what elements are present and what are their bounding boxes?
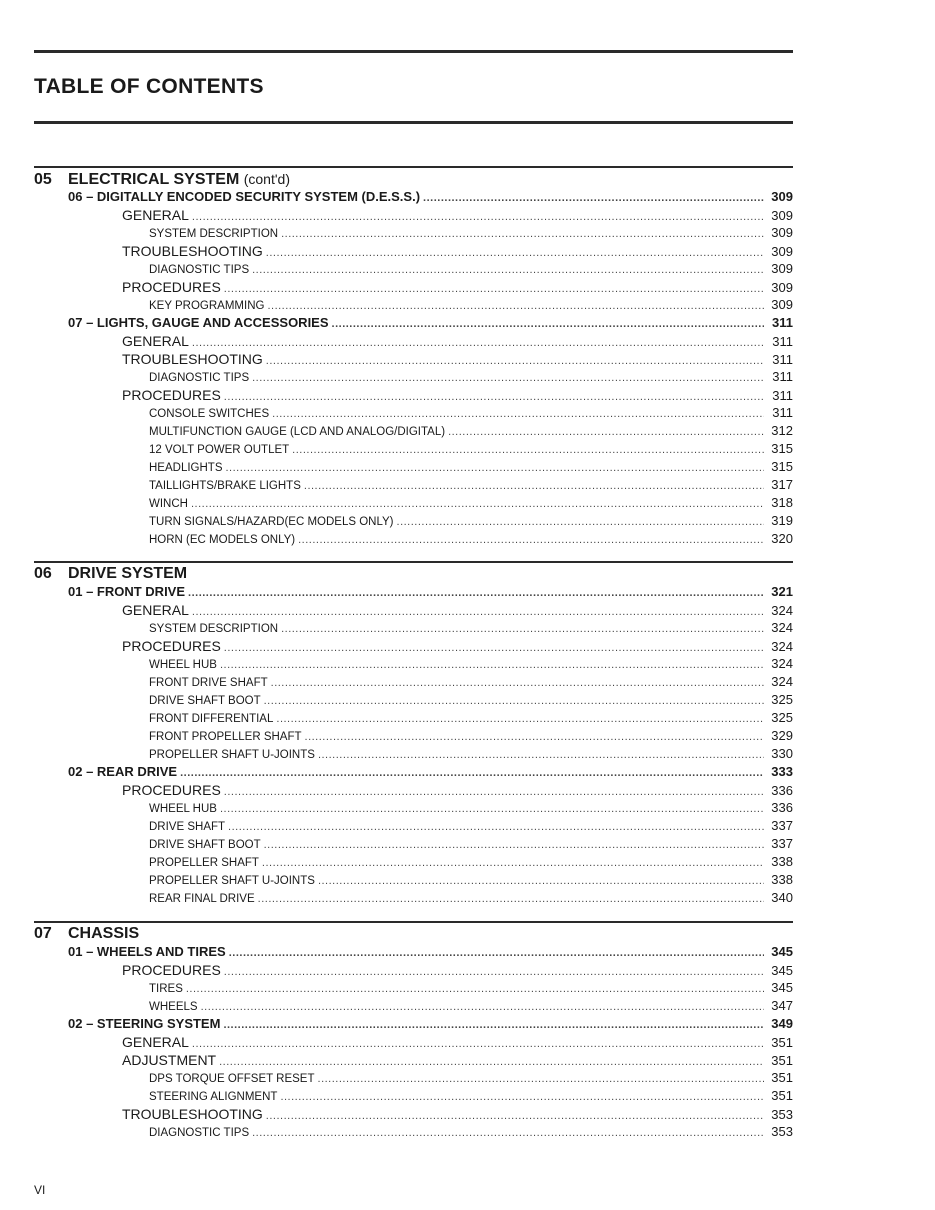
dot-leader: [224, 963, 764, 981]
toc-entry-page: 311: [772, 369, 793, 384]
dot-leader: [305, 728, 764, 746]
toc-topic-entry[interactable]: [34, 1087, 793, 1105]
toc-entry-label: 02 – STEERING SYSTEM: [68, 1016, 221, 1031]
toc-entry-label: GENERAL: [122, 1034, 189, 1050]
toc-entry-label: DRIVE SHAFT BOOT: [149, 839, 261, 851]
toc-entry-label: WINCH: [149, 498, 188, 510]
toc-chapter-entry[interactable]: [34, 763, 793, 781]
toc-subsection-entry[interactable]: [34, 386, 793, 404]
toc-subsection-entry[interactable]: [34, 350, 793, 368]
toc-entry-page: 349: [771, 1016, 793, 1031]
toc-entry-label: SYSTEM DESCRIPTION: [149, 623, 279, 635]
toc-topic-entry[interactable]: [34, 422, 793, 440]
toc-entry-label: GENERAL: [122, 207, 189, 223]
toc-entry-page: 321: [771, 584, 793, 599]
dot-leader: [264, 836, 764, 854]
toc-entry-label: TURN SIGNALS/HAZARD(EC MODELS ONLY): [149, 516, 394, 528]
section-05: [34, 166, 793, 548]
dot-leader: [448, 423, 764, 441]
toc-entry-page: 311: [772, 352, 793, 367]
toc-entry-page: 347: [771, 998, 793, 1013]
toc-list: [34, 583, 793, 907]
toc-entry-page: 337: [771, 836, 793, 851]
dot-leader: [264, 692, 764, 710]
section-07: [34, 921, 793, 1141]
toc-entry-page: 315: [771, 459, 793, 474]
toc-entry-page: 309: [771, 208, 793, 223]
dot-leader: [226, 459, 765, 477]
toc-subsection-entry[interactable]: [34, 1051, 793, 1069]
toc-entry-page: 324: [771, 674, 793, 689]
dot-leader: [304, 477, 764, 495]
toc-entry-label: FRONT DIFFERENTIAL: [149, 713, 274, 725]
toc-entry-page: 351: [771, 1070, 793, 1085]
toc-entry-label: WHEEL HUB: [149, 803, 217, 815]
toc-entry-label: DRIVE SHAFT BOOT: [149, 695, 261, 707]
toc-topic-entry[interactable]: [34, 799, 793, 817]
toc-entry-page: 309: [771, 189, 793, 204]
toc-topic-entry[interactable]: [34, 494, 793, 512]
toc-entry-label: DPS TORQUE OFFSET RESET: [149, 1073, 315, 1085]
toc-entry-page: 345: [771, 944, 793, 959]
toc-topic-entry[interactable]: [34, 673, 793, 691]
toc-entry-label: 07 – LIGHTS, GAUGE AND ACCESSORIES: [68, 315, 329, 330]
section-title: ELECTRICAL SYSTEM: [68, 171, 240, 188]
toc-subsection-entry[interactable]: [34, 332, 793, 350]
toc-entry-page: 324: [771, 603, 793, 618]
section-number: 06: [34, 565, 52, 582]
toc-entry-label: 02 – REAR DRIVE: [68, 764, 178, 779]
toc-topic-entry[interactable]: [34, 296, 793, 314]
toc-topic-entry[interactable]: [34, 997, 793, 1015]
toc-entry-label: HEADLIGHTS: [149, 462, 223, 474]
toc-entry-page: 351: [771, 1053, 793, 1068]
toc-entry-page: 337: [771, 818, 793, 833]
toc-entry-label: PROCEDURES: [122, 279, 221, 295]
dot-leader: [192, 334, 764, 352]
toc-entry-label: DIAGNOSTIC TIPS: [149, 1127, 250, 1139]
toc-entry-label: TROUBLESHOOTING: [122, 243, 263, 259]
toc-entry-page: 311: [772, 388, 793, 403]
section-heading: [34, 170, 793, 188]
toc-entry-label: TROUBLESHOOTING: [122, 351, 263, 367]
dot-leader: [224, 280, 764, 298]
dot-leader: [276, 710, 764, 728]
toc-entry-label: GENERAL: [122, 602, 189, 618]
toc-topic-entry[interactable]: [34, 889, 793, 907]
toc-entry-page: 353: [771, 1124, 793, 1139]
toc-list: [34, 188, 793, 548]
dot-leader: [229, 944, 764, 962]
toc-entry-label: DIAGNOSTIC TIPS: [149, 372, 250, 384]
toc-list: [34, 943, 793, 1141]
toc-chapter-entry[interactable]: [34, 1015, 793, 1033]
dot-leader: [258, 890, 764, 908]
toc-entry-page: 309: [771, 244, 793, 259]
dot-leader: [192, 208, 764, 226]
toc-entry-label: GENERAL: [122, 333, 189, 349]
dot-leader: [318, 746, 764, 764]
dot-leader: [224, 783, 764, 801]
dot-leader: [318, 872, 764, 890]
dot-leader: [281, 225, 764, 243]
toc-entry-label: 06 – DIGITALLY ENCODED SECURITY SYSTEM (D.E.S.S.): [68, 189, 421, 204]
section-heading: [34, 925, 793, 943]
dot-leader: [298, 531, 764, 549]
toc-entry-page: 319: [771, 513, 793, 528]
dot-leader: [220, 800, 764, 818]
section-number: 05: [34, 171, 52, 188]
dot-leader: [191, 495, 764, 513]
toc-entry-label: FRONT PROPELLER SHAFT: [149, 731, 302, 743]
toc-entry-label: ADJUSTMENT: [122, 1052, 217, 1068]
toc-subsection-entry[interactable]: [34, 781, 793, 799]
dot-leader: [201, 998, 764, 1016]
toc-entry-page: 318: [771, 495, 793, 510]
toc-topic-entry[interactable]: [34, 368, 793, 386]
toc-chapter-entry[interactable]: [34, 314, 793, 332]
toc-topic-entry[interactable]: [34, 709, 793, 727]
page-folio: VI: [34, 1183, 46, 1197]
toc-entry-label: FRONT DRIVE SHAFT: [149, 677, 268, 689]
dot-leader: [219, 1053, 764, 1071]
dot-leader: [180, 764, 764, 782]
dot-leader: [266, 244, 764, 262]
toc-topic-entry[interactable]: [34, 979, 793, 997]
toc-topic-entry[interactable]: [34, 512, 793, 530]
dot-leader: [423, 189, 764, 207]
toc-entry-page: 351: [771, 1088, 793, 1103]
toc-chapter-entry[interactable]: [34, 943, 793, 961]
toc-topic-entry[interactable]: [34, 1069, 793, 1087]
section-rule: [34, 561, 793, 563]
dot-leader: [192, 1035, 764, 1053]
toc-topic-entry[interactable]: [34, 404, 793, 422]
toc-topic-entry[interactable]: [34, 835, 793, 853]
toc-topic-entry[interactable]: [34, 853, 793, 871]
section-number: 07: [34, 925, 52, 942]
section-note: (cont'd): [243, 171, 290, 187]
toc-entry-label: PROPELLER SHAFT: [149, 857, 259, 869]
toc-topic-entry[interactable]: [34, 619, 793, 637]
toc-entry-label: WHEEL HUB: [149, 659, 217, 671]
toc-entry-label: PROPELLER SHAFT U-JOINTS: [149, 749, 315, 761]
toc-topic-entry[interactable]: [34, 817, 793, 835]
toc-subsection-entry[interactable]: [34, 637, 793, 655]
toc-entry-label: HORN (EC MODELS ONLY): [149, 534, 296, 546]
toc-entry-page: 351: [771, 1035, 793, 1050]
toc-entry-page: 333: [771, 764, 793, 779]
toc-entry-label: KEY PROGRAMMING: [149, 300, 265, 312]
toc-topic-entry[interactable]: [34, 440, 793, 458]
dot-leader: [224, 388, 764, 406]
toc-entry-page: 309: [771, 297, 793, 312]
toc-entry-label: WHEELS: [149, 1001, 198, 1013]
toc-entry-label: 12 VOLT POWER OUTLET: [149, 444, 290, 456]
dot-leader: [224, 639, 764, 657]
toc-entry-page: 324: [771, 639, 793, 654]
toc-entry-page: 317: [771, 477, 793, 492]
toc-entry-label: REAR FINAL DRIVE: [149, 893, 255, 905]
toc-subsection-entry[interactable]: [34, 601, 793, 619]
toc-subsection-entry[interactable]: [34, 961, 793, 979]
toc-entry-page: 336: [771, 800, 793, 815]
toc-entry-page: 345: [771, 963, 793, 978]
toc-entry-page: 312: [771, 423, 793, 438]
toc-entry-label: 01 – FRONT DRIVE: [68, 584, 186, 599]
dot-leader: [192, 603, 764, 621]
section-heading: [34, 565, 793, 583]
dot-leader: [252, 261, 764, 279]
toc-topic-entry[interactable]: [34, 871, 793, 889]
page-title: TABLE OF CONTENTS: [34, 75, 264, 98]
toc-entry-label: PROCEDURES: [122, 638, 221, 654]
toc-entry-label: MULTIFUNCTION GAUGE (LCD AND ANALOG/DIGITAL): [149, 426, 446, 438]
toc-entry-label: 01 – WHEELS AND TIRES: [68, 944, 226, 959]
dot-leader: [332, 315, 764, 333]
toc-entry-page: 324: [771, 656, 793, 671]
toc-chapter-entry[interactable]: [34, 188, 793, 206]
toc-topic-entry[interactable]: [34, 476, 793, 494]
toc-entry-label: PROPELLER SHAFT U-JOINTS: [149, 875, 315, 887]
toc-entry-page: 336: [771, 783, 793, 798]
toc-entry-label: STEERING ALIGNMENT: [149, 1091, 278, 1103]
toc-entry-label: TROUBLESHOOTING: [122, 1106, 263, 1122]
dot-leader: [252, 1124, 764, 1142]
dot-leader: [223, 1016, 764, 1034]
dot-leader: [272, 405, 764, 423]
toc-subsection-entry[interactable]: [34, 242, 793, 260]
toc-subsection-entry[interactable]: [34, 206, 793, 224]
toc-entry-label: TAILLIGHTS/BRAKE LIGHTS: [149, 480, 301, 492]
top-rule: [34, 50, 793, 53]
dot-leader: [281, 620, 764, 638]
toc-entry-page: 324: [771, 620, 793, 635]
toc-topic-entry[interactable]: [34, 530, 793, 548]
dot-leader: [266, 352, 764, 370]
toc-subsection-entry[interactable]: [34, 1033, 793, 1051]
dot-leader: [186, 980, 764, 998]
dot-leader: [318, 1070, 764, 1088]
toc-entry-page: 309: [771, 225, 793, 240]
toc-entry-page: 309: [771, 261, 793, 276]
toc-entry-page: 329: [771, 728, 793, 743]
toc-subsection-entry[interactable]: [34, 1105, 793, 1123]
toc-entry-page: 311: [772, 405, 793, 420]
toc-entry-page: 353: [771, 1107, 793, 1122]
dot-leader: [188, 584, 764, 602]
section-rule: [34, 166, 793, 168]
toc-entry-page: 320: [771, 531, 793, 546]
toc-entry-label: DRIVE SHAFT: [149, 821, 226, 833]
dot-leader: [292, 441, 764, 459]
toc-entry-page: 330: [771, 746, 793, 761]
toc-topic-entry[interactable]: [34, 655, 793, 673]
toc-entry-label: PROCEDURES: [122, 962, 221, 978]
toc-entry-label: TIRES: [149, 983, 183, 995]
toc-entry-page: 338: [771, 854, 793, 869]
toc-entry-page: 340: [771, 890, 793, 905]
dot-leader: [252, 369, 764, 387]
section-title: CHASSIS: [68, 925, 140, 942]
toc-topic-entry[interactable]: [34, 260, 793, 278]
title-underline-rule: [34, 121, 793, 124]
toc-entry-page: 309: [771, 280, 793, 295]
dot-leader: [397, 513, 764, 531]
dot-leader: [220, 656, 764, 674]
toc-entry-page: 345: [771, 980, 793, 995]
dot-leader: [271, 674, 764, 692]
toc-subsection-entry[interactable]: [34, 278, 793, 296]
section-06: [34, 561, 793, 907]
section-title: DRIVE SYSTEM: [68, 565, 188, 582]
toc-entry-page: 315: [771, 441, 793, 456]
toc-entry-page: 325: [771, 710, 793, 725]
toc-entry-page: 338: [771, 872, 793, 887]
dot-leader: [266, 1107, 764, 1125]
toc-entry-label: PROCEDURES: [122, 782, 221, 798]
toc-topic-entry[interactable]: [34, 727, 793, 745]
dot-leader: [262, 854, 764, 872]
toc-entry-label: CONSOLE SWITCHES: [149, 408, 270, 420]
toc-topic-entry[interactable]: [34, 458, 793, 476]
toc-chapter-entry[interactable]: [34, 583, 793, 601]
toc-topic-entry[interactable]: [34, 745, 793, 763]
section-rule: [34, 921, 793, 923]
toc-topic-entry[interactable]: [34, 224, 793, 242]
toc-topic-entry[interactable]: [34, 1123, 793, 1141]
toc-entry-label: PROCEDURES: [122, 387, 221, 403]
toc-entry-page: 311: [772, 315, 793, 330]
dot-leader: [267, 297, 764, 315]
toc-entry-page: 325: [771, 692, 793, 707]
toc-topic-entry[interactable]: [34, 691, 793, 709]
toc-entry-page: 311: [772, 334, 793, 349]
dot-leader: [280, 1088, 764, 1106]
dot-leader: [228, 818, 764, 836]
toc-entry-label: DIAGNOSTIC TIPS: [149, 264, 250, 276]
toc-entry-label: SYSTEM DESCRIPTION: [149, 228, 279, 240]
